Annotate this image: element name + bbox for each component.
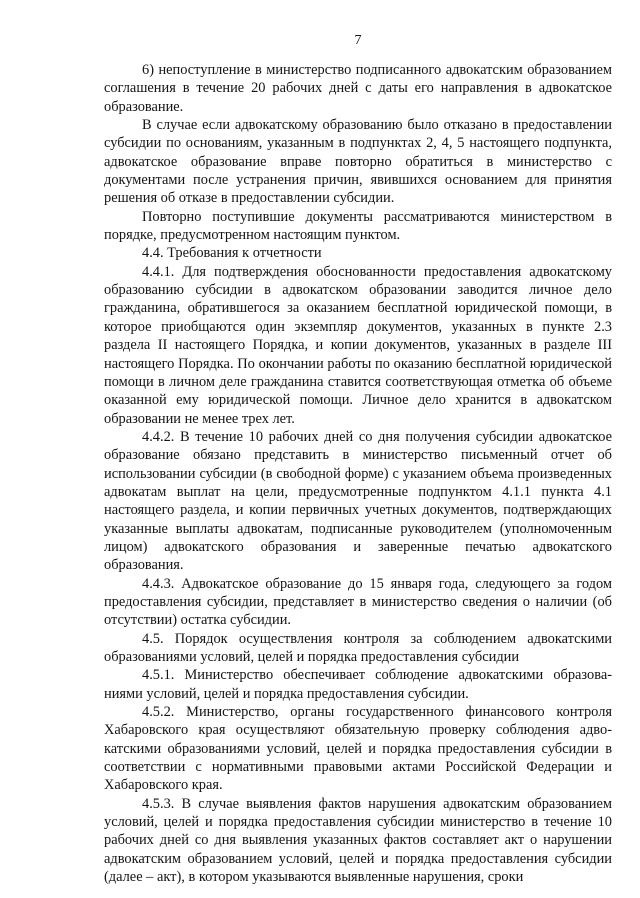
paragraph-4-5-2: 4.5.2. Министерство, органы государственного финансового контроля Хабаровского края осуществляют обязательную проверку соблюдения адвокатскими образованиями условий, целей и порядка предоставления субсидии в соответствии с нормативными правовыми актами Российской Федерации и Хабаровского края. bbox=[104, 704, 612, 794]
paragraph-4-4-2: 4.4.2. В течение 10 рабочих дней со дня получения субсидии адвокатское образование обязано представить в министерство письменный отчет об использовании субсидии (в свободной форме) с указанием объема произведенных адвокатам выплат на цели, предусмотренные подпунктом 4.1.1 пункта 4.1 настоящего раздела, и копии первичных учетных документов, подтверждающих указанные выплаты адвокатам, подписанные руководителем (уполномоченным лицом) адвокатского образования и заверенные печатью адвокатского образования. bbox=[104, 428, 612, 574]
paragraph-4-4-3: 4.4.3. Адвокатское образование до 15 января года, следующего за годом предоставления субсидии, представляет в министерство сведения о наличии (об отсутствии) остатка субсидии. bbox=[104, 575, 612, 629]
paragraph-2: В случае если адвокатскому образованию было отказано в предоставлении субсидии по основаниям, указанным в подпунктах 2, 4, 5 настоящего подпункта, адвокатское образование вправе повторно обратиться в министерство с документами после устранения причин, явившихся основанием для принятия решения об отказе в предоставлении субсидии. bbox=[104, 117, 612, 207]
document-body bbox=[104, 61, 612, 886]
section-heading-4-4: 4.4. Требования к отчетности bbox=[142, 245, 322, 262]
paragraph-4-5-1: 4.5.1. Министерство обеспечивает соблюдение адвокатскими образованиями условий, целей и порядка предоставления субсидии. bbox=[104, 667, 612, 702]
page-number: 7 bbox=[354, 33, 362, 48]
section-heading-4-5: 4.5. Порядок осуществления контроля за соблюдением адвокатскими образованиями условий, целей и порядка предоставления субсидии bbox=[104, 630, 612, 665]
paragraph-3: Повторно поступившие документы рассматриваются министерством в порядке, предусмотренном настоящим пунктом. bbox=[104, 208, 612, 244]
paragraph-1: 6) непоступление в министерство подписанного адвокатским образованием соглашения в течение 20 рабочих дней с даты его направления в адвокатское образование. bbox=[104, 62, 612, 115]
paragraph-4-5-3: 4.5.3. В случае выявления фактов нарушения адвокатским образованием условий, целей и порядка предоставления субсидии министерство в течение 10 рабочих дней со дня выявления указанных фактов составляет акт о нарушении адвокатским образованием условий, целей и порядка предоставления субсидии (далее – акт), в котором указываются выявленные нарушения, сроки bbox=[104, 795, 612, 886]
paragraph-4-4-1: 4.4.1. Для подтверждения обоснованности предоставления адвокатскому образованию субсидии в адвокатском образовании заводится личное дело гражданина, обратившегося за оказанием бесплатной юридической помощи, в которое приобщаются один экземпляр документов, указанных в пункте 2.3 раздела II настоящего Порядка, и копии документов, указанных в разделе III настоящего Порядка. По окончании работы по оказанию бесплатной юридической помощи в личном деле гражданина ставится соответствующая отметка об объеме оказанной ему юридической помощи. Личное дело хранится в адвокатском образовании не менее трех лет. bbox=[104, 263, 612, 427]
